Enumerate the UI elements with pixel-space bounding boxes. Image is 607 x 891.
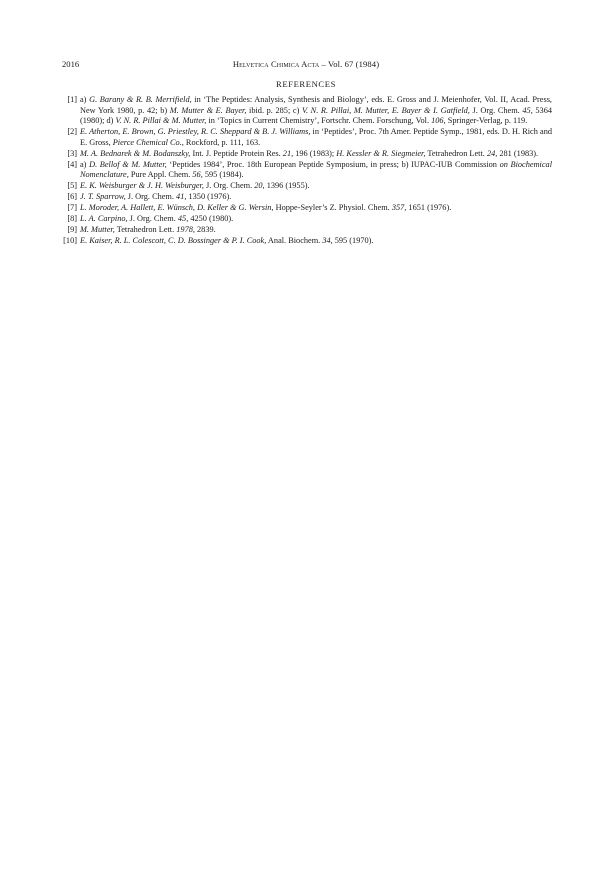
reference-text: L. Moroder, A. Hallett, E. Wünsch, D. Keller & G. Wersin, Hoppe-Seyler’s Z. Physiol. Chem. 357, 1651 (1976). bbox=[80, 203, 452, 213]
italic-run: M. A. Bednarek & M. Bodanszky, bbox=[80, 148, 191, 158]
italic-run: E. K. Weisburger & J. H. Weisburger, bbox=[80, 181, 204, 191]
reference-number: [8] bbox=[67, 214, 77, 224]
reference-number: [7] bbox=[67, 203, 77, 213]
reference-number: [2] bbox=[67, 127, 77, 137]
italic-run: 21, bbox=[282, 148, 294, 158]
italic-run: V. N. R. Pillai, M. Mutter, E. Bayer & I. Gatfield, bbox=[301, 105, 470, 115]
italic-run: 41, bbox=[176, 192, 187, 202]
italic-run: M. Mutter, bbox=[80, 225, 115, 235]
italic-run: 45, bbox=[177, 214, 189, 224]
reference-text: M. A. Bednarek & M. Bodanszky, Int. J. Peptide Protein Res. 21, 196 (1983); H. Kessler & R. Siegmeier, Tetrahedron Lett. 24, 281 (1983). bbox=[80, 148, 539, 158]
italic-run: 34, bbox=[322, 236, 333, 246]
reference-text: a) G. Barany & R. B. Merrifield, in ‘The Peptides: Analysis, Synthesis and Biology’, eds. E. Gross and J. Meienhofer, Vol. II, Acad. Press, New York 1980, p. 42; b) M. Mutter & E. Bayer, ibid. p. 285; c) V. N. R. Pillai, M. Mutter, E. Bayer & I. Gatfield, J. Org. Chem. 45, 5364 (1980); d) V. N. R. Pillai & M. Mutter, in ‘Topics in Current Chemistry’, Fortschr. Chem. Forschung, Vol. 106, Springer-Verlag, p. 119. bbox=[80, 95, 553, 126]
reference-item bbox=[62, 192, 552, 203]
reference-list bbox=[62, 95, 552, 247]
page-number: 2016 bbox=[62, 59, 80, 69]
italic-run: 1978, bbox=[176, 225, 195, 235]
section-title: REFERENCES bbox=[276, 79, 336, 89]
reference-text: J. T. Sparrow, J. Org. Chem. 41, 1350 (1976). bbox=[80, 192, 232, 202]
italic-run: M. Mutter & E. Bayer, bbox=[169, 105, 247, 115]
italic-run: Pierce Chemical Co., bbox=[112, 137, 184, 147]
reference-number: [9] bbox=[67, 225, 77, 235]
reference-number: [5] bbox=[67, 181, 77, 191]
italic-run: 106, bbox=[431, 116, 446, 126]
reference-item bbox=[62, 127, 552, 148]
journal-name: Helvetica Chimica Acta bbox=[232, 59, 320, 69]
italic-run: on Biochemical Nomenclature, bbox=[80, 159, 552, 180]
reference-item bbox=[62, 214, 552, 225]
reference-number: [1] bbox=[67, 95, 77, 104]
reference-item bbox=[62, 160, 552, 181]
reference-text: a) D. Bellof & M. Mutter, ‘Peptides 1984’, Proc. 18th European Peptide Symposium, in press; b) IUPAC-IUB Commission on Biochemical Nomenclature, Pure Appl. Chem. 56, 595 (1984). bbox=[80, 159, 552, 180]
italic-run: 56, bbox=[192, 170, 203, 180]
italic-run: V. N. R. Pillai & M. Mutter, bbox=[115, 116, 207, 126]
reference-number: [3] bbox=[67, 148, 77, 158]
italic-run: H. Kessler & R. Siegmeier, bbox=[336, 148, 426, 158]
reference-number: [6] bbox=[67, 192, 77, 202]
reference-text: E. Kaiser, R. L. Colescott, C. D. Bossinger & P. I. Cook, Anal. Biochem. 34, 595 (1970). bbox=[80, 236, 374, 246]
reference-item bbox=[62, 95, 552, 127]
italic-run: E. Kaiser, R. L. Colescott, C. D. Bossinger & P. I. Cook, bbox=[80, 236, 267, 246]
reference-text: E. Atherton, E. Brown, G. Priestley, R. C. Sheppard & B. J. Williams, in ‘Peptides’, Proc. 7th Amer. Peptide Symp., 1981, eds. D. H. Rich and E. Gross, Pierce Chemical Co., Rockford, p. 111, 163. bbox=[80, 127, 552, 147]
reference-item bbox=[62, 149, 552, 160]
reference-item bbox=[62, 225, 552, 236]
reference-text: M. Mutter, Tetrahedron Lett. 1978, 2839. bbox=[80, 225, 216, 235]
reference-item bbox=[62, 181, 552, 192]
italic-run: 24, bbox=[486, 148, 498, 158]
italic-run: G. Barany & R. B. Merrifield, bbox=[89, 95, 192, 104]
italic-run: L. Moroder, A. Hallett, E. Wünsch, D. Keller & G. Wersin, bbox=[80, 203, 274, 213]
italic-run: J. T. Sparrow, bbox=[80, 192, 126, 202]
journal-issue: – Vol. 67 (1984) bbox=[319, 59, 380, 69]
reference-item bbox=[62, 203, 552, 214]
italic-run: 357, bbox=[391, 203, 407, 213]
running-head bbox=[62, 58, 550, 70]
italic-run: 20, bbox=[254, 181, 265, 191]
reference-text: L. A. Carpino, J. Org. Chem. 45, 4250 (1980). bbox=[80, 214, 234, 224]
italic-run: L. A. Carpino, bbox=[80, 214, 128, 224]
reference-number: [10] bbox=[63, 236, 77, 246]
reference-item bbox=[62, 236, 552, 247]
reference-text: E. K. Weisburger & J. H. Weisburger, J. Org. Chem. 20, 1396 (1955). bbox=[80, 181, 310, 191]
reference-number: [4] bbox=[67, 159, 77, 169]
italic-run: D. Bellof & M. Mutter, bbox=[89, 159, 167, 169]
page-header bbox=[62, 58, 550, 70]
italic-run: 45, bbox=[522, 105, 533, 115]
italic-run: E. Atherton, E. Brown, G. Priestley, R. C. Sheppard & B. J. Williams, bbox=[80, 127, 311, 137]
